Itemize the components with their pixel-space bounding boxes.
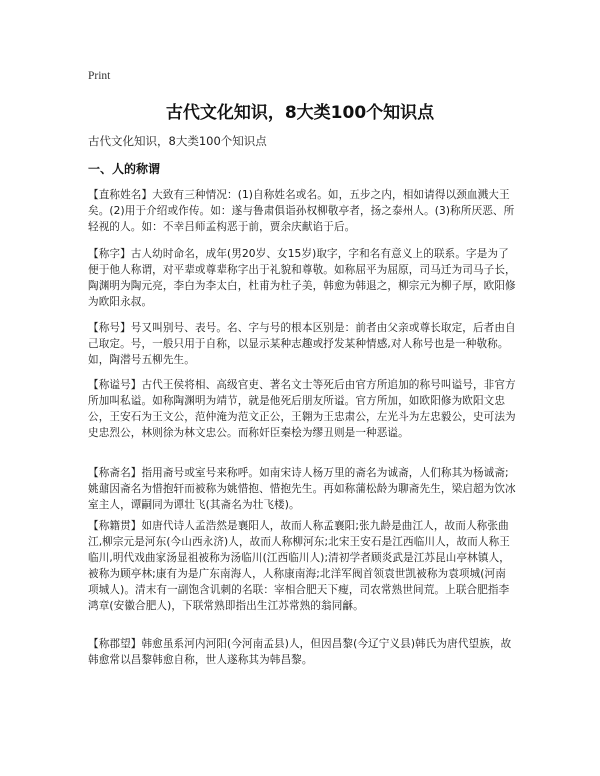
paragraph-direct-name [88,187,516,235]
paragraph-courtesy-name [88,246,516,310]
print-link[interactable]: Print [88,70,111,82]
paragraph-term: 【称谥号】 [88,379,142,391]
paragraph-native-place [88,518,516,614]
page-subtitle: 古代文化知识，8大类100个知识点 [88,134,267,148]
section-heading: 一、人的称谓 [88,162,161,176]
paragraph-text: 古人幼时命名，成年(男20岁、女15岁)取字，字和名有意义上的联系。字是为了便于他人称谓，对平辈或尊辈称字出于礼貌和尊敬。如称屈平为屈原，司马迁为司马子长，陶渊明为陶元亮，李白为李太白，杜甫为杜子美，韩愈为韩退之，柳宗元为柳子厚，欧阳修为欧阳永叔。 [88,248,516,308]
paragraph-text: 大致有三种情况：(1)自称姓名或名。如，五步之内，相如请得以颈血溅大王矣。(2)用于介绍或作传。如：遂与鲁肃俱诣孙权柳敬亭者，扬之泰州人。(3)称所厌恶、所轻视的人。如：不幸吕师孟构恶于前，贾余庆献谄于后。 [88,189,515,233]
paragraph-art-name [88,320,516,368]
paragraph-term: 【称郡望】 [88,638,142,650]
paragraph-text: 韩愈虽系河内河阳(今河南孟县)人，但因昌黎(今辽宁义县)韩氏为唐代望族，故韩愈常以昌黎韩愈自称，世人遂称其为韩昌黎。 [88,638,512,666]
paragraph-text: 指用斋号或室号来称呼。如南宋诗人杨万里的斋名为诚斋，人们称其为杨诚斋;姚鼐因斋名为惜抱轩而被称为姚惜抱、惜抱先生。再如称蒲松龄为聊斋先生，梁启超为饮冰室主人，谭嗣同为谭壮飞(其斋名为壮飞楼)。 [88,467,516,511]
page-title: 古代文化知识，8大类100个知识点 [165,103,435,123]
paragraph-term: 【称字】 [88,248,131,260]
paragraph-studio-name [88,465,516,513]
paragraph-term: 【直称姓名】 [88,189,153,201]
paragraph-text: 号又叫别号、表号。名、字与号的根本区别是：前者由父亲或尊长取定，后者由自己取定。号，一般只用于自称，以显示某种志趣或抒发某种情感,对人称号也是一种敬称。如，陶潜号五柳先生。 [88,322,516,366]
paragraph-ancestral-seat [88,636,516,668]
paragraph-term: 【称籍贯】 [88,520,142,532]
paragraph-text: 如唐代诗人孟浩然是襄阳人，故而人称孟襄阳;张九龄是曲江人，故而人称张曲江,柳宗元是河东(今山西永济)人，故而人称柳河东;北宋王安石是江西临川人，故而人称王临川,明代戏曲家汤显祖被称为汤临川(江西临川人);清初学者顾炎武是江苏昆山亭林镇人，被称为顾亭林;康有为是广东南海人，人称康南海;北洋军阀首领袁世凯被称为袁项城(河南项城人)。清末有一副饱含讥刺的名联：宰相合肥天下瘦，司农常熟世间荒。上联合肥指李鸿章(安徽合肥人)，下联常熟即指出生江苏常熟的翁同龢。 [88,520,510,612]
paragraph-term: 【称斋名】 [88,467,142,479]
paragraph-term: 【称号】 [88,322,131,334]
paragraph-text: 古代王侯将相、高级官吏、著名文士等死后由官方所追加的称号叫谥号，非官方所加叫私谥。如称陶渊明为靖节，就是他死后朋友所谥。官方所加，如欧阳修为欧阳文忠公，王安石为王文公，范仲淹为范文正公，王翱为王忠肃公，左光斗为左忠毅公，史可法为史忠烈公，林则徐为林文忠公。而称奸臣秦桧为缪丑则是一种恶谥。 [88,379,516,439]
paragraph-posthumous-name [88,377,516,441]
